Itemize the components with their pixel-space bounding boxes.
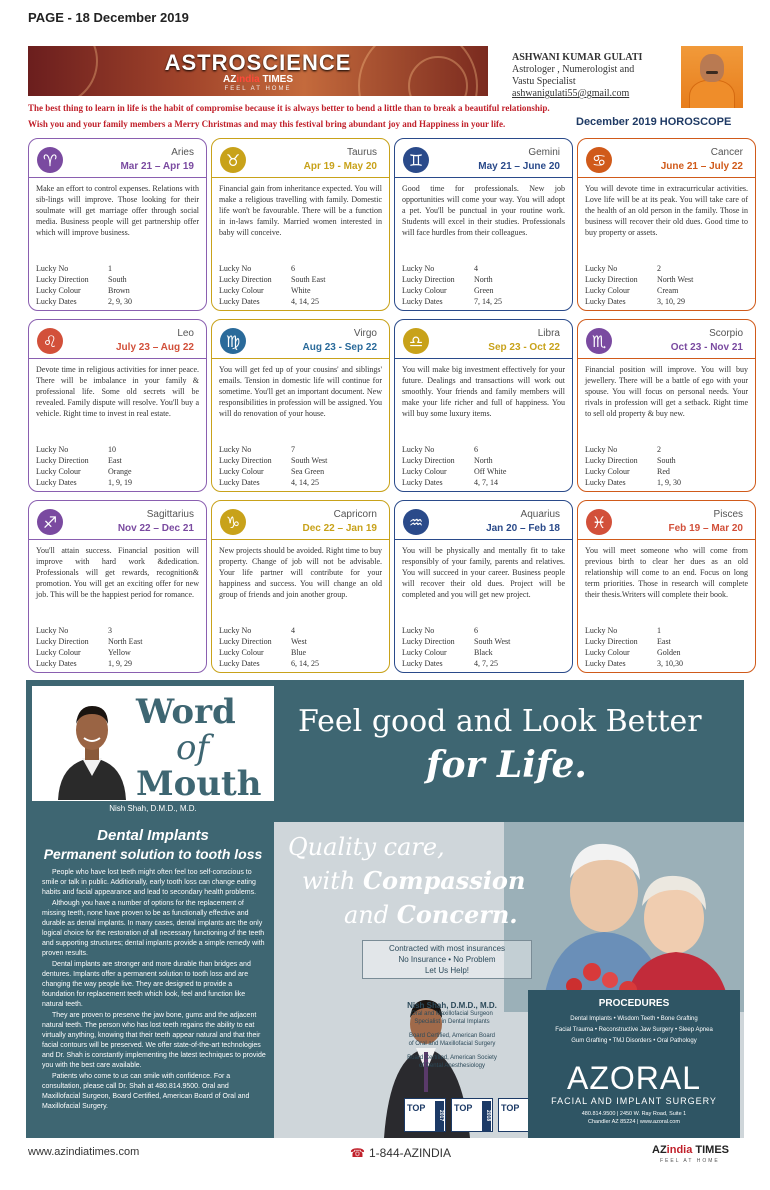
sign-description: New projects should be avoided. Right time to buy property. Change of job will not be advisable. Your life partner will contribute for your happiness and success. You will change an old group of friends and join another group. bbox=[219, 546, 382, 599]
lucky-dates-label: Lucky Dates bbox=[36, 297, 77, 306]
zodiac-virgo-icon: ♍ bbox=[220, 328, 246, 354]
sign-dates: Jan 20 – Feb 18 bbox=[486, 523, 560, 534]
lucky-direction: North bbox=[474, 275, 493, 284]
sign-name: Gemini bbox=[528, 147, 560, 158]
lucky-details bbox=[36, 263, 199, 307]
sign-dates: May 21 – June 20 bbox=[478, 161, 560, 172]
sign-description: Financial position will improve. You will buy jewellery. There will be a battle of ego with your spouse. You will focus on personal needs. Your rivals in profession will get a setback. Right time to sell old property & buy new. bbox=[585, 365, 748, 418]
lucky-colour: Orange bbox=[108, 467, 132, 476]
word-of-mouth-title: Word of Mouth bbox=[136, 692, 262, 804]
zodiac-capricorn-icon: ♑ bbox=[220, 509, 246, 535]
sign-card-gemini bbox=[394, 138, 573, 311]
lucky-no: 1 bbox=[108, 264, 112, 273]
sign-dates: July 23 – Aug 22 bbox=[116, 342, 194, 353]
banner-brand: AZindia TIMES bbox=[222, 74, 294, 85]
zodiac-gemini-icon: ♊ bbox=[403, 147, 429, 173]
word-of-mouth-box bbox=[32, 686, 274, 804]
sign-card-virgo bbox=[211, 319, 390, 492]
sign-name: Leo bbox=[177, 328, 194, 339]
ad-headline-emphasis: for Life. bbox=[426, 744, 587, 786]
lucky-direction: East bbox=[108, 456, 122, 465]
lucky-dates: 1, 9, 19 bbox=[108, 478, 132, 487]
lucky-direction-label: Lucky Direction bbox=[219, 637, 272, 646]
lucky-direction: South West bbox=[291, 456, 328, 465]
phone-icon: ☎ bbox=[350, 1146, 365, 1160]
lucky-colour-label: Lucky Colour bbox=[36, 648, 81, 657]
lucky-no: 2 bbox=[657, 264, 661, 273]
lucky-no-label: Lucky No bbox=[585, 626, 618, 635]
lucky-details bbox=[585, 263, 748, 307]
lucky-dates: 2, 9, 30 bbox=[108, 297, 132, 306]
lucky-dates: 1, 9, 29 bbox=[108, 659, 132, 668]
lucky-colour: Green bbox=[474, 286, 494, 295]
lucky-dates-label: Lucky Dates bbox=[585, 478, 626, 487]
sign-description: You will devote time in extracurricular activities. Love life will be at its peak. You will take care of the health of an old person in the family. Those in business will recover their old dues. Good time to buy property or assets. bbox=[585, 184, 748, 237]
top-dentist-badge: TOP 2017 bbox=[404, 1098, 446, 1132]
zodiac-aries-icon: ♈ bbox=[37, 147, 63, 173]
lucky-colour-label: Lucky Colour bbox=[585, 648, 630, 657]
lucky-details bbox=[585, 444, 748, 488]
lucky-colour-label: Lucky Colour bbox=[36, 467, 81, 476]
lucky-direction: North East bbox=[108, 637, 143, 646]
sign-description: You will make big investment effectively for your future. Dealings and transactions will work out smoothly. Your friends and family members will make your life richer and full of happiness. You will buy some luxury items. bbox=[402, 365, 565, 418]
article-subtitle: Permanent solution to tooth loss bbox=[43, 846, 263, 862]
lucky-dates-label: Lucky Dates bbox=[219, 659, 260, 668]
lucky-details bbox=[402, 625, 565, 669]
lucky-colour: Golden bbox=[657, 648, 681, 657]
lucky-direction: North bbox=[474, 456, 493, 465]
lucky-no: 2 bbox=[657, 445, 661, 454]
lucky-details bbox=[402, 444, 565, 488]
sign-dates: Mar 21 – Apr 19 bbox=[120, 161, 194, 172]
lucky-dates: 1, 9, 30 bbox=[657, 478, 681, 487]
lucky-no-label: Lucky No bbox=[219, 264, 252, 273]
lucky-no: 6 bbox=[474, 626, 478, 635]
lucky-colour-label: Lucky Colour bbox=[219, 467, 264, 476]
lucky-colour: Brown bbox=[108, 286, 130, 295]
lucky-no: 6 bbox=[291, 264, 295, 273]
lucky-direction: South East bbox=[291, 275, 326, 284]
article-body bbox=[42, 868, 266, 1113]
lucky-colour-label: Lucky Colour bbox=[402, 467, 447, 476]
lucky-colour-label: Lucky Colour bbox=[585, 286, 630, 295]
sign-name: Cancer bbox=[710, 147, 743, 158]
author-name: ASHWANI KUMAR GULATI bbox=[512, 52, 643, 63]
lucky-dates: 3, 10, 29 bbox=[657, 297, 685, 306]
sign-dates: Feb 19 – Mar 20 bbox=[668, 523, 743, 534]
sign-name: Aries bbox=[171, 147, 194, 158]
zodiac-scorpio-icon: ♏ bbox=[586, 328, 612, 354]
lucky-no-label: Lucky No bbox=[585, 445, 618, 454]
sign-description: You will get fed up of your cousins' and siblings' emails. Tension in domestic life will continue for sometime. You'll get an important document. New responsibilities in profession will be assigned. You will do renovation of your house. bbox=[219, 365, 382, 418]
sign-card-pisces bbox=[577, 500, 756, 673]
sign-name: Sagittarius bbox=[146, 509, 194, 520]
author-info bbox=[512, 52, 672, 100]
lucky-direction-label: Lucky Direction bbox=[219, 456, 272, 465]
lucky-no-label: Lucky No bbox=[402, 626, 435, 635]
article-paragraph: They are proven to preserve the jaw bone, gums and the adjacent natural teeth. The person who has lost teeth regains the ability to eat virtually anything, knowing that their teeth appear natural and that their facial contours will be preserved. We offer state-of-the-art technologies and Dr. Shah is constantly implementing the latest techniques to provide you with the best care available. bbox=[42, 1012, 266, 1069]
lucky-no-label: Lucky No bbox=[36, 445, 69, 454]
azoral-subtitle: FACIAL AND IMPLANT SURGERY bbox=[551, 1096, 717, 1106]
sign-dates: Apr 19 - May 20 bbox=[303, 161, 377, 172]
sign-dates: Sep 23 - Oct 22 bbox=[488, 342, 560, 353]
doctor-photo-small bbox=[52, 692, 132, 800]
lucky-dates-label: Lucky Dates bbox=[402, 659, 443, 668]
top-dentist-badge: TOP 2018 bbox=[451, 1098, 493, 1132]
lucky-details bbox=[402, 263, 565, 307]
sign-card-capricorn bbox=[211, 500, 390, 673]
author-title-2: Vastu Specialist bbox=[512, 76, 576, 87]
doctor-credentials: Nish Shah, D.M.D., M.D. Oral and Maxillofacial Surgeon Specialist in Dental Implants Board Certified, American Board of Oral and Maxillofacial Surgery Board Certified, American Society of Dental Anesthesiology bbox=[407, 1001, 497, 1069]
lucky-no: 7 bbox=[291, 445, 295, 454]
lucky-direction-label: Lucky Direction bbox=[36, 456, 89, 465]
sign-name: Libra bbox=[537, 328, 560, 339]
lucky-dates: 4, 14, 25 bbox=[291, 297, 319, 306]
lucky-colour: Black bbox=[474, 648, 493, 657]
lucky-details bbox=[219, 625, 382, 669]
lucky-colour-label: Lucky Colour bbox=[402, 648, 447, 657]
lucky-colour: Cream bbox=[657, 286, 679, 295]
lucky-dates-label: Lucky Dates bbox=[36, 478, 77, 487]
top-dentist-badges bbox=[404, 1098, 540, 1132]
azoral-address: 480.814.9500 | 2450 W. Ray Road, Suite 1 Chandler AZ 85224 | www.azoral.com bbox=[581, 1111, 687, 1125]
horoscope-title: December 2019 HOROSCOPE bbox=[576, 116, 732, 128]
lucky-details bbox=[36, 444, 199, 488]
sign-dates: Oct 23 - Nov 21 bbox=[670, 342, 743, 353]
article-paragraph: Patients who come to us can smile with confidence. For a consultation, please call Dr. Shah at 480.814.9500. Oral and Maxillofacial Surgeon, Board Certified, American Board of Oral and Maxillofacial Surgery. bbox=[42, 1073, 250, 1110]
doctor-caption: Nish Shah, D.M.D., M.D. bbox=[109, 804, 197, 813]
lucky-dates-label: Lucky Dates bbox=[402, 297, 443, 306]
author-photo bbox=[681, 46, 743, 108]
lucky-no: 10 bbox=[108, 445, 116, 454]
lucky-direction-label: Lucky Direction bbox=[402, 637, 455, 646]
azoral-logo: AZORAL bbox=[566, 1060, 702, 1096]
procedures-list: Dental Implants • Wisdom Teeth • Bone Grafting Facial Trauma • Reconstructive Jaw Surgery • Sleep Apnea Gum Grafting • TMJ Disorders • Oral Pathology bbox=[555, 1016, 713, 1044]
lucky-dates-label: Lucky Dates bbox=[36, 659, 77, 668]
lucky-details bbox=[585, 625, 748, 669]
banner-tagline: FEEL AT HOME bbox=[224, 86, 292, 92]
ad-headline: Feel good and Look Better bbox=[298, 704, 702, 739]
lucky-colour-label: Lucky Colour bbox=[219, 648, 264, 657]
lucky-dates-label: Lucky Dates bbox=[585, 659, 626, 668]
sign-dates: Nov 22 – Dec 21 bbox=[117, 523, 194, 534]
sign-description: You will meet someone who will come from previous birth to clear her dues as an old relationship will come to an end. Focus on long term priorities. Those in research will complete their thesis.Writers will complete their book. bbox=[585, 546, 748, 599]
lucky-direction-label: Lucky Direction bbox=[585, 456, 638, 465]
astroscience-banner bbox=[28, 46, 488, 96]
sign-description: Financial gain from inheritance expected. You will make a religious travelling with family. Domestic life won't be favourable. There will be a function in in-laws family. Married women interested in baby will conceive. bbox=[219, 184, 382, 237]
zodiac-libra-icon: ♎ bbox=[403, 328, 429, 354]
lucky-no: 1 bbox=[657, 626, 661, 635]
zodiac-aquarius-icon: ♒ bbox=[403, 509, 429, 535]
lucky-dates-label: Lucky Dates bbox=[402, 478, 443, 487]
lucky-direction: North West bbox=[657, 275, 694, 284]
sign-name: Pisces bbox=[713, 509, 743, 520]
footer-brand-logo: AZindia TIMES bbox=[652, 1144, 730, 1156]
zodiac-pisces-icon: ♓ bbox=[586, 509, 612, 535]
sign-dates: Aug 23 - Sep 22 bbox=[302, 342, 377, 353]
page-label: PAGE - 18 December 2019 bbox=[28, 10, 189, 25]
lucky-colour: Blue bbox=[291, 648, 307, 657]
lucky-no-label: Lucky No bbox=[219, 626, 252, 635]
lucky-colour: Off White bbox=[474, 467, 507, 476]
lucky-dates-label: Lucky Dates bbox=[585, 297, 626, 306]
lucky-no-label: Lucky No bbox=[402, 445, 435, 454]
sign-card-sagittarius bbox=[28, 500, 207, 673]
lucky-colour-label: Lucky Colour bbox=[585, 467, 630, 476]
sign-dates: Dec 22 – Jan 19 bbox=[302, 523, 377, 534]
lucky-colour-label: Lucky Colour bbox=[36, 286, 81, 295]
lucky-colour: Red bbox=[657, 467, 670, 476]
sign-description: You will be physically and mentally fit to take responsibly of your family, parents and relatives. You will succeed in your career. Business people will recover their old dues. Project will be completed and you will get new project. bbox=[402, 546, 565, 599]
insurance-box: Contracted with most insurances No Insurance • No Problem Let Us Help! bbox=[362, 940, 532, 979]
zodiac-taurus-icon: ♉ bbox=[220, 147, 246, 173]
lucky-details bbox=[219, 263, 382, 307]
sign-description: You'll attain success. Financial position will improve with hard work &dedication. Professionals will get rewards, recognition& promotion. You will get an exciting offer for new job. This will be the happiest period for romance. bbox=[36, 546, 199, 599]
lucky-no-label: Lucky No bbox=[36, 264, 69, 273]
lucky-direction-label: Lucky Direction bbox=[402, 275, 455, 284]
lucky-no-label: Lucky No bbox=[36, 626, 69, 635]
lucky-direction: West bbox=[291, 637, 307, 646]
lucky-dates: 6, 14, 25 bbox=[291, 659, 319, 668]
sign-card-leo bbox=[28, 319, 207, 492]
footer-phone: ☎ 1-844-AZINDIA bbox=[350, 1146, 451, 1160]
article-paragraph: People who have lost teeth might often feel too self-conscious to smile or talk in public. Additionally, early tooth loss can change eating habits and facial appearance and lead to secondary health problems. bbox=[42, 869, 257, 896]
footer-url[interactable]: www.azindiatimes.com bbox=[28, 1146, 140, 1158]
article-paragraph: Although you have a number of options for the replacement of missing teeth, none have proven to be as functionally effective and durable as dental implants. In many cases, dental implants are the only logical choice for the restoration of all necessary functioning of the teeth and supporting structures; dental implants provide a simple remedy with proven results. bbox=[42, 900, 265, 957]
sign-description: Devote time in religious activities for inner peace. There will be imbalance in your family & professional life. Some old secrets will be revealed. Family dispute will resolve. You'll buy a vehicle. Right time to invest in real estate. bbox=[36, 365, 199, 418]
lucky-details bbox=[219, 444, 382, 488]
lucky-no-label: Lucky No bbox=[219, 445, 252, 454]
lucky-colour-label: Lucky Colour bbox=[219, 286, 264, 295]
lucky-direction: East bbox=[657, 637, 671, 646]
article-paragraph: Dental implants are stronger and more durable than bridges and dentures. Implants offer a permanent solution to tooth loss and are changing the way people live. They are designed to provide a foundation for replacement teeth which look, feel and function like natural teeth. bbox=[42, 961, 251, 1008]
azoral-advertisement bbox=[26, 680, 744, 1138]
sign-card-cancer bbox=[577, 138, 756, 311]
quote: The best thing to learn in life is the habit of compromise because it is always better to bend a little than to break a beautiful relationship. bbox=[28, 103, 550, 113]
lucky-colour: White bbox=[291, 286, 311, 295]
author-email[interactable]: ashwanigulati55@gmail.com bbox=[512, 88, 630, 99]
sign-card-aries bbox=[28, 138, 207, 311]
lucky-direction-label: Lucky Direction bbox=[36, 637, 89, 646]
lucky-no-label: Lucky No bbox=[402, 264, 435, 273]
zodiac-sagittarius-icon: ♐ bbox=[37, 509, 63, 535]
lucky-colour-label: Lucky Colour bbox=[402, 286, 447, 295]
lucky-dates-label: Lucky Dates bbox=[219, 297, 260, 306]
lucky-colour: Sea Green bbox=[291, 467, 325, 476]
lucky-dates: 3, 10,30 bbox=[657, 659, 683, 668]
lucky-direction-label: Lucky Direction bbox=[219, 275, 272, 284]
lucky-no: 4 bbox=[291, 626, 295, 635]
christmas-wish: Wish you and your family members a Merry Christmas and may this festival bring abundant joy and Happiness in your life. bbox=[28, 119, 506, 129]
lucky-no: 6 bbox=[474, 445, 478, 454]
procedures-title: PROCEDURES bbox=[598, 998, 670, 1009]
sign-description: Good time for professionals. New job opportunities will come your way. You will adopt a pet. You'll be punctual in your routine work. Students will excel in their studies. Professionals will face hurdles from their colleagues. bbox=[402, 184, 565, 237]
footer-tagline: FEEL AT HOME bbox=[660, 1158, 720, 1164]
sign-card-scorpio bbox=[577, 319, 756, 492]
lucky-details bbox=[36, 625, 199, 669]
sign-dates: June 21 – July 22 bbox=[660, 161, 743, 172]
lucky-direction-label: Lucky Direction bbox=[585, 637, 638, 646]
lucky-no: 4 bbox=[474, 264, 478, 273]
banner-title: ASTROSCIENCE bbox=[164, 50, 352, 75]
sign-name: Virgo bbox=[353, 328, 377, 339]
sign-card-libra bbox=[394, 319, 573, 492]
sign-name: Aquarius bbox=[520, 509, 560, 520]
lucky-dates: 4, 7, 25 bbox=[474, 659, 498, 668]
article-title: Dental Implants bbox=[97, 827, 209, 844]
sign-name: Taurus bbox=[346, 147, 377, 158]
lucky-direction: South bbox=[108, 275, 127, 284]
lucky-direction: South West bbox=[474, 637, 511, 646]
sign-name: Scorpio bbox=[709, 328, 743, 339]
zodiac-leo-icon: ♌ bbox=[37, 328, 63, 354]
lucky-direction-label: Lucky Direction bbox=[402, 456, 455, 465]
zodiac-cancer-icon: ♋ bbox=[586, 147, 612, 173]
lucky-direction-label: Lucky Direction bbox=[585, 275, 638, 284]
sign-card-aquarius bbox=[394, 500, 573, 673]
lucky-direction-label: Lucky Direction bbox=[36, 275, 89, 284]
sign-description: Make an effort to control expenses. Relations with sib-lings will improve. Those looking for their soulmate will get marriage offer through social media. Business people will get partnership offer which will improve business. bbox=[36, 184, 199, 237]
sign-card-taurus bbox=[211, 138, 390, 311]
quality-care-text: Quality care, with Compassion and Concern. bbox=[288, 833, 526, 929]
lucky-dates: 4, 14, 25 bbox=[291, 478, 319, 487]
author-title-1: Astrologer , Numerologist and bbox=[512, 64, 635, 75]
lucky-dates-label: Lucky Dates bbox=[219, 478, 260, 487]
lucky-dates: 7, 14, 25 bbox=[474, 297, 502, 306]
lucky-direction: South bbox=[657, 456, 676, 465]
lucky-no-label: Lucky No bbox=[585, 264, 618, 273]
sign-name: Capricorn bbox=[333, 509, 377, 520]
top-dentist-badge: TOP bbox=[498, 1098, 540, 1132]
procedures-box bbox=[528, 990, 740, 1138]
lucky-colour: Yellow bbox=[108, 648, 131, 657]
lucky-no: 3 bbox=[108, 626, 112, 635]
lucky-dates: 4, 7, 14 bbox=[474, 478, 498, 487]
